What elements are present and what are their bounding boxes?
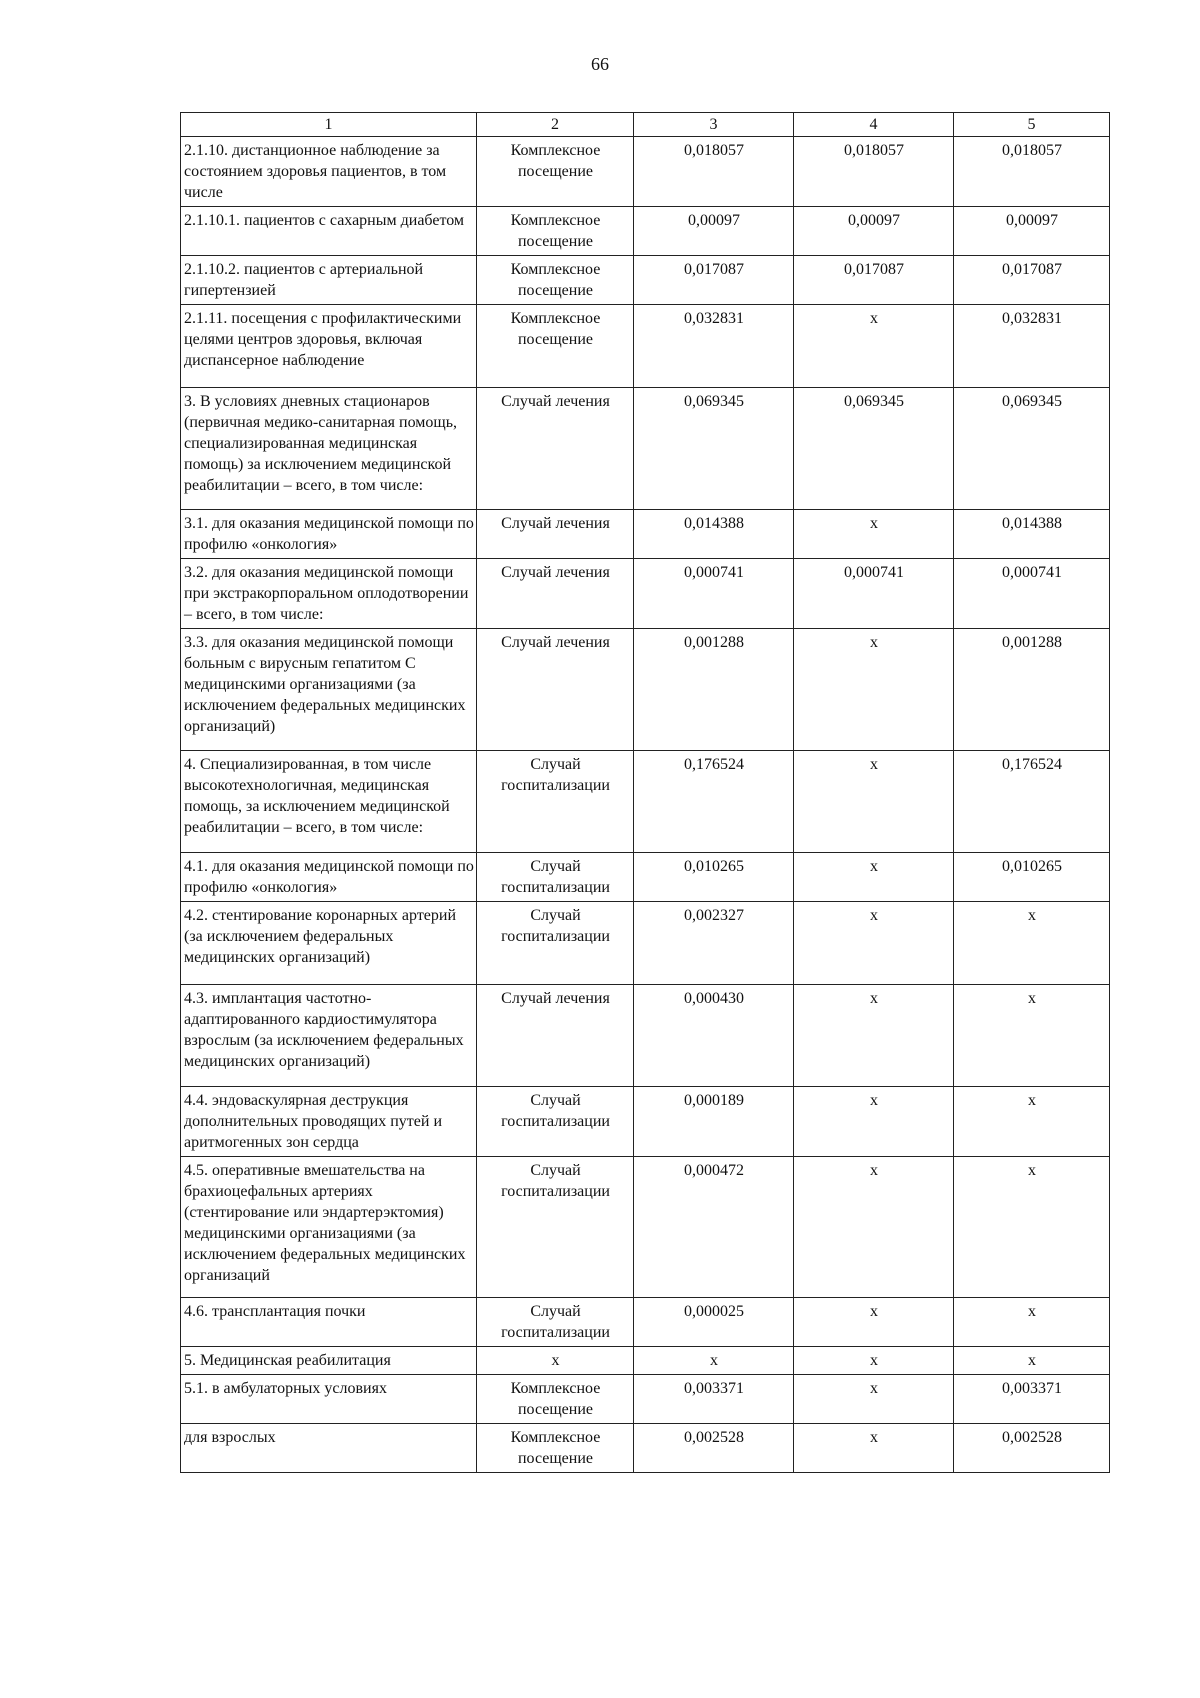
column-header-4: 4: [794, 113, 954, 137]
row-name-cell: 2.1.10. дистанционное наблюдение за состоянием здоровья пациентов, в том числе: [181, 137, 477, 207]
row-col5-cell: 0,017087: [954, 256, 1110, 305]
row-col4-cell: x: [794, 1298, 954, 1347]
row-name-cell: 4.4. эндоваскулярная деструкция дополнительных проводящих путей и аритмогенных зон сердца: [181, 1087, 477, 1157]
row-col3-cell: 0,017087: [634, 256, 794, 305]
row-unit-cell: Случай лечения: [477, 388, 634, 510]
table-row: [181, 559, 1110, 629]
row-col4-cell: x: [794, 305, 954, 388]
row-col4-cell: x: [794, 1347, 954, 1375]
table-row: [181, 1157, 1110, 1298]
page-number: 66: [591, 54, 609, 74]
table-row: [181, 629, 1110, 751]
row-col5-cell: x: [954, 1157, 1110, 1298]
row-unit-cell: Комплексное посещение: [477, 1375, 634, 1424]
table-row: [181, 1087, 1110, 1157]
row-name-cell: 4.2. стентирование коронарных артерий (за исключением федеральных медицинских организаций): [181, 902, 477, 985]
row-name-cell: 2.1.10.2. пациентов с артериальной гипертензией: [181, 256, 477, 305]
row-unit-cell: Случай лечения: [477, 559, 634, 629]
row-col3-cell: 0,176524: [634, 751, 794, 853]
row-col4-cell: 0,017087: [794, 256, 954, 305]
row-unit-cell: Случай лечения: [477, 510, 634, 559]
row-name-cell: 3.2. для оказания медицинской помощи при экстракорпоральном оплодотворении – всего, в том числе:: [181, 559, 477, 629]
row-col4-cell: 0,018057: [794, 137, 954, 207]
row-unit-cell: Комплексное посещение: [477, 137, 634, 207]
row-col5-cell: x: [954, 1347, 1110, 1375]
row-col5-cell: 0,000741: [954, 559, 1110, 629]
row-col3-cell: 0,00097: [634, 207, 794, 256]
table-row: [181, 985, 1110, 1087]
table-row: [181, 207, 1110, 256]
table-row: [181, 853, 1110, 902]
row-col4-cell: x: [794, 1157, 954, 1298]
row-unit-cell: Случай лечения: [477, 985, 634, 1087]
row-unit-cell: Случай госпитализации: [477, 751, 634, 853]
row-col4-cell: x: [794, 902, 954, 985]
row-unit-cell: Случай лечения: [477, 629, 634, 751]
table-row: [181, 256, 1110, 305]
row-col4-cell: x: [794, 1087, 954, 1157]
row-col4-cell: x: [794, 1375, 954, 1424]
row-col4-cell: 0,069345: [794, 388, 954, 510]
row-col3-cell: 0,000430: [634, 985, 794, 1087]
row-name-cell: 4.5. оперативные вмешательства на брахиоцефальных артериях (стентирование или эндартерэктомия) медицинскими организациями (за исключением федеральных медицинских организаций: [181, 1157, 477, 1298]
row-col3-cell: 0,000741: [634, 559, 794, 629]
row-col5-cell: 0,002528: [954, 1424, 1110, 1473]
row-col3-cell: 0,010265: [634, 853, 794, 902]
row-unit-cell: Случай госпитализации: [477, 1087, 634, 1157]
row-col4-cell: 0,000741: [794, 559, 954, 629]
row-col3-cell: 0,069345: [634, 388, 794, 510]
row-unit-cell: Комплексное посещение: [477, 305, 634, 388]
row-col5-cell: 0,018057: [954, 137, 1110, 207]
row-unit-cell: Комплексное посещение: [477, 207, 634, 256]
row-col4-cell: x: [794, 1424, 954, 1473]
row-col5-cell: 0,001288: [954, 629, 1110, 751]
row-unit-cell: Случай госпитализации: [477, 1157, 634, 1298]
row-col3-cell: 0,001288: [634, 629, 794, 751]
header-row: [181, 113, 1110, 137]
row-name-cell: 4.3. имплантация частотно-адаптированного кардиостимулятора взрослым (за исключением федеральных медицинских организаций): [181, 985, 477, 1087]
row-col3-cell: 0,003371: [634, 1375, 794, 1424]
row-col3-cell: 0,000472: [634, 1157, 794, 1298]
row-unit-cell: Комплексное посещение: [477, 1424, 634, 1473]
row-col5-cell: 0,010265: [954, 853, 1110, 902]
norms-table: [180, 112, 1110, 1473]
table-row: [181, 305, 1110, 388]
row-col3-cell: 0,018057: [634, 137, 794, 207]
table-row: [181, 388, 1110, 510]
row-col3-cell: 0,002327: [634, 902, 794, 985]
column-header-3: 3: [634, 113, 794, 137]
table-row: [181, 137, 1110, 207]
row-col4-cell: x: [794, 985, 954, 1087]
row-name-cell: 3. В условиях дневных стационаров (первичная медико-санитарная помощь, специализированная медицинская помощь) за исключением медицинской реабилитации – всего, в том числе:: [181, 388, 477, 510]
table-header: [181, 113, 1110, 137]
row-col3-cell: 0,014388: [634, 510, 794, 559]
row-col3-cell: x: [634, 1347, 794, 1375]
row-unit-cell: Случай госпитализации: [477, 1298, 634, 1347]
row-name-cell: 4.1. для оказания медицинской помощи по профилю «онкология»: [181, 853, 477, 902]
row-col4-cell: 0,00097: [794, 207, 954, 256]
table-row: [181, 902, 1110, 985]
row-name-cell: 5. Медицинская реабилитация: [181, 1347, 477, 1375]
table-row: [181, 1347, 1110, 1375]
row-unit-cell: Случай госпитализации: [477, 853, 634, 902]
row-name-cell: 2.1.11. посещения с профилактическими целями центров здоровья, включая диспансерное наблюдение: [181, 305, 477, 388]
row-unit-cell: Случай госпитализации: [477, 902, 634, 985]
table-row: [181, 751, 1110, 853]
row-col3-cell: 0,032831: [634, 305, 794, 388]
table-body: [181, 137, 1110, 1473]
row-name-cell: 5.1. в амбулаторных условиях: [181, 1375, 477, 1424]
row-name-cell: 3.3. для оказания медицинской помощи больным с вирусным гепатитом С медицинскими организациями (за исключением федеральных медицинских организаций): [181, 629, 477, 751]
table-row: [181, 1375, 1110, 1424]
row-col5-cell: 0,014388: [954, 510, 1110, 559]
row-name-cell: 4.6. трансплантация почки: [181, 1298, 477, 1347]
row-col5-cell: x: [954, 1087, 1110, 1157]
row-name-cell: 4. Специализированная, в том числе высокотехнологичная, медицинская помощь, за исключением медицинской реабилитации – всего, в том числе:: [181, 751, 477, 853]
row-col5-cell: 0,003371: [954, 1375, 1110, 1424]
row-col5-cell: 0,00097: [954, 207, 1110, 256]
row-col4-cell: x: [794, 510, 954, 559]
row-unit-cell: x: [477, 1347, 634, 1375]
row-col4-cell: x: [794, 629, 954, 751]
row-col3-cell: 0,000189: [634, 1087, 794, 1157]
row-col4-cell: x: [794, 751, 954, 853]
row-col4-cell: x: [794, 853, 954, 902]
row-col5-cell: 0,069345: [954, 388, 1110, 510]
row-col5-cell: x: [954, 1298, 1110, 1347]
column-header-2: 2: [477, 113, 634, 137]
row-unit-cell: Комплексное посещение: [477, 256, 634, 305]
row-col3-cell: 0,002528: [634, 1424, 794, 1473]
row-name-cell: 3.1. для оказания медицинской помощи по профилю «онкология»: [181, 510, 477, 559]
table-row: [181, 510, 1110, 559]
row-col5-cell: x: [954, 902, 1110, 985]
column-header-5: 5: [954, 113, 1110, 137]
row-col3-cell: 0,000025: [634, 1298, 794, 1347]
table-row: [181, 1298, 1110, 1347]
row-name-cell: для взрослых: [181, 1424, 477, 1473]
row-name-cell: 2.1.10.1. пациентов с сахарным диабетом: [181, 207, 477, 256]
table-row: [181, 1424, 1110, 1473]
row-col5-cell: x: [954, 985, 1110, 1087]
row-col5-cell: 0,032831: [954, 305, 1110, 388]
row-col5-cell: 0,176524: [954, 751, 1110, 853]
column-header-1: 1: [181, 113, 477, 137]
